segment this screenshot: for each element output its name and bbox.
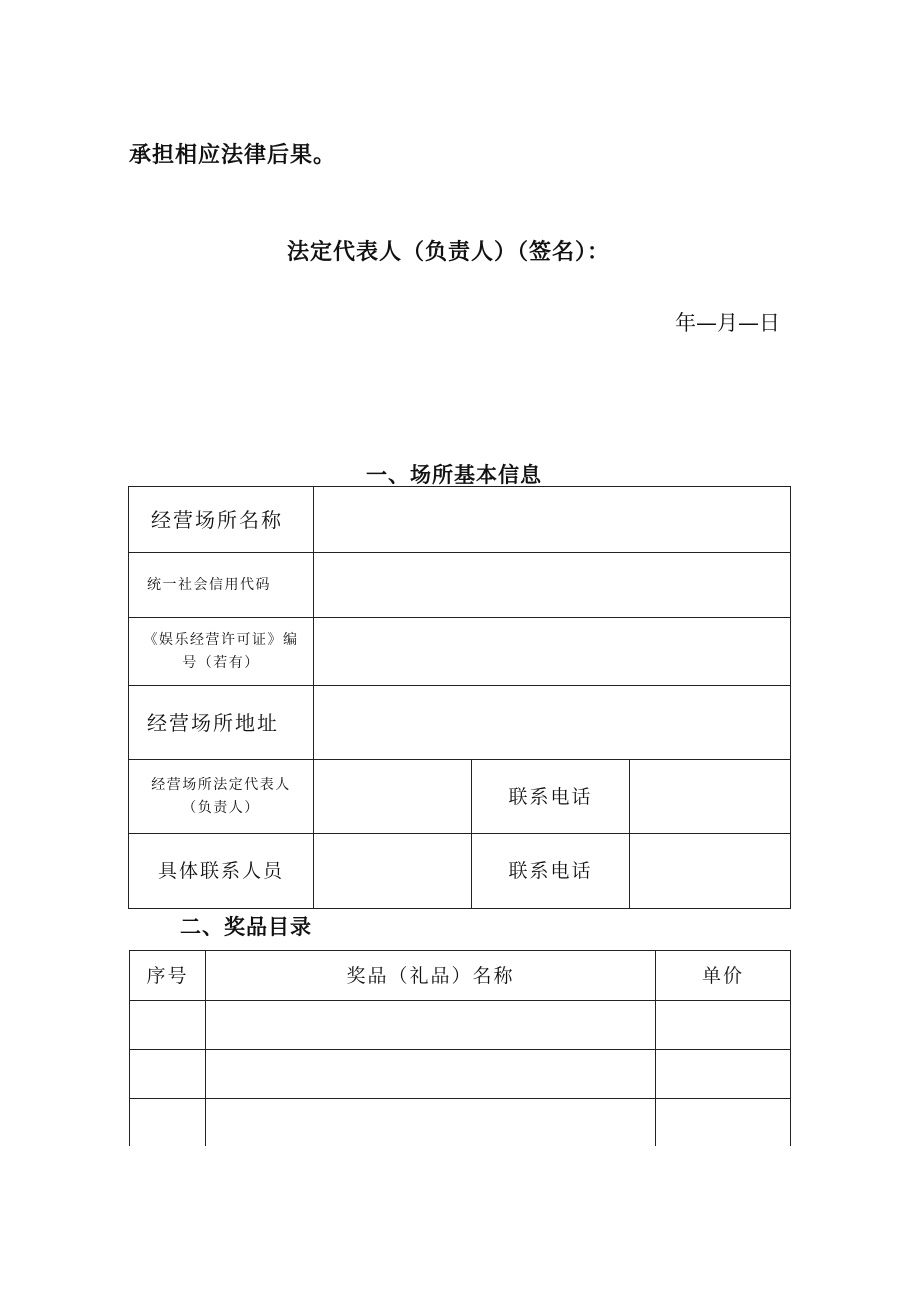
address-value-cell[interactable]: [314, 686, 791, 760]
unit-price-cell[interactable]: [656, 1050, 791, 1099]
legal-rep-value-cell[interactable]: [314, 760, 472, 834]
unit-price-header: 单价: [701, 964, 744, 987]
declaration-tail-text: 承担相应法律后果。: [129, 143, 337, 168]
phone-value-cell-2[interactable]: [630, 834, 791, 909]
unit-price-cell[interactable]: [656, 1099, 791, 1147]
seq-cell[interactable]: [130, 1050, 206, 1099]
credit-code-value-cell[interactable]: [314, 553, 791, 618]
unit-price-cell[interactable]: [656, 1001, 791, 1050]
signature-label: 法定代表人（负责人）（签名）：: [287, 240, 611, 265]
contact-person-value-cell[interactable]: [314, 834, 472, 909]
section-title-prize-list: 二、奖品目录: [180, 915, 312, 939]
table-row: [129, 487, 791, 553]
credit-code-label-cell: [129, 553, 314, 618]
phone-label-cell-2: [472, 834, 630, 909]
venue-name-label-cell: [129, 487, 314, 553]
legal-rep-label-line1: 经营场所法定代表人: [151, 776, 291, 793]
prize-list-table: [129, 950, 791, 1146]
basic-info-table: [128, 486, 791, 909]
contact-person-label: 具体联系人员: [157, 860, 284, 882]
table-row: [129, 760, 791, 834]
prize-table-wrapper: [128, 950, 792, 1146]
legal-rep-label-cell: [129, 760, 314, 834]
date-line: 年—月—日: [675, 311, 780, 335]
license-label-line1: 《娱乐经营许可证》编: [143, 631, 299, 648]
phone-label-1: 联系电话: [508, 785, 593, 808]
table-row: [129, 553, 791, 618]
seq-header: 序号: [146, 964, 189, 987]
table-row: [130, 1099, 791, 1147]
section-title-basic-info: 一、场所基本信息: [366, 463, 542, 487]
venue-name-label: 经营场所名称: [151, 507, 283, 532]
license-label-cell: [129, 618, 314, 686]
table-row: [130, 1050, 791, 1099]
credit-code-label: 统一社会信用代码: [147, 576, 271, 593]
table-row: [129, 834, 791, 909]
address-label: 经营场所地址: [147, 710, 279, 735]
phone-value-cell-1[interactable]: [630, 760, 791, 834]
seq-header-cell: [130, 951, 206, 1001]
prize-name-header: 奖品（礼品）名称: [346, 964, 515, 987]
license-value-cell[interactable]: [314, 618, 791, 686]
table-header-row: [130, 951, 791, 1001]
prize-name-cell[interactable]: [206, 1050, 656, 1099]
prize-name-cell[interactable]: [206, 1001, 656, 1050]
seq-cell[interactable]: [130, 1099, 206, 1147]
phone-label-2: 联系电话: [508, 860, 593, 882]
legal-rep-label-line2: （负责人）: [182, 799, 260, 816]
contact-person-label-cell: [129, 834, 314, 909]
table-row: [129, 618, 791, 686]
address-label-cell: [129, 686, 314, 760]
license-label-line2: 号（若有）: [182, 654, 260, 671]
prize-name-header-cell: [206, 951, 656, 1001]
unit-price-header-cell: [656, 951, 791, 1001]
seq-cell[interactable]: [130, 1001, 206, 1050]
phone-label-cell-1: [472, 760, 630, 834]
prize-name-cell[interactable]: [206, 1099, 656, 1147]
table-row: [129, 686, 791, 760]
table-row: [130, 1001, 791, 1050]
venue-name-value-cell[interactable]: [314, 487, 791, 553]
